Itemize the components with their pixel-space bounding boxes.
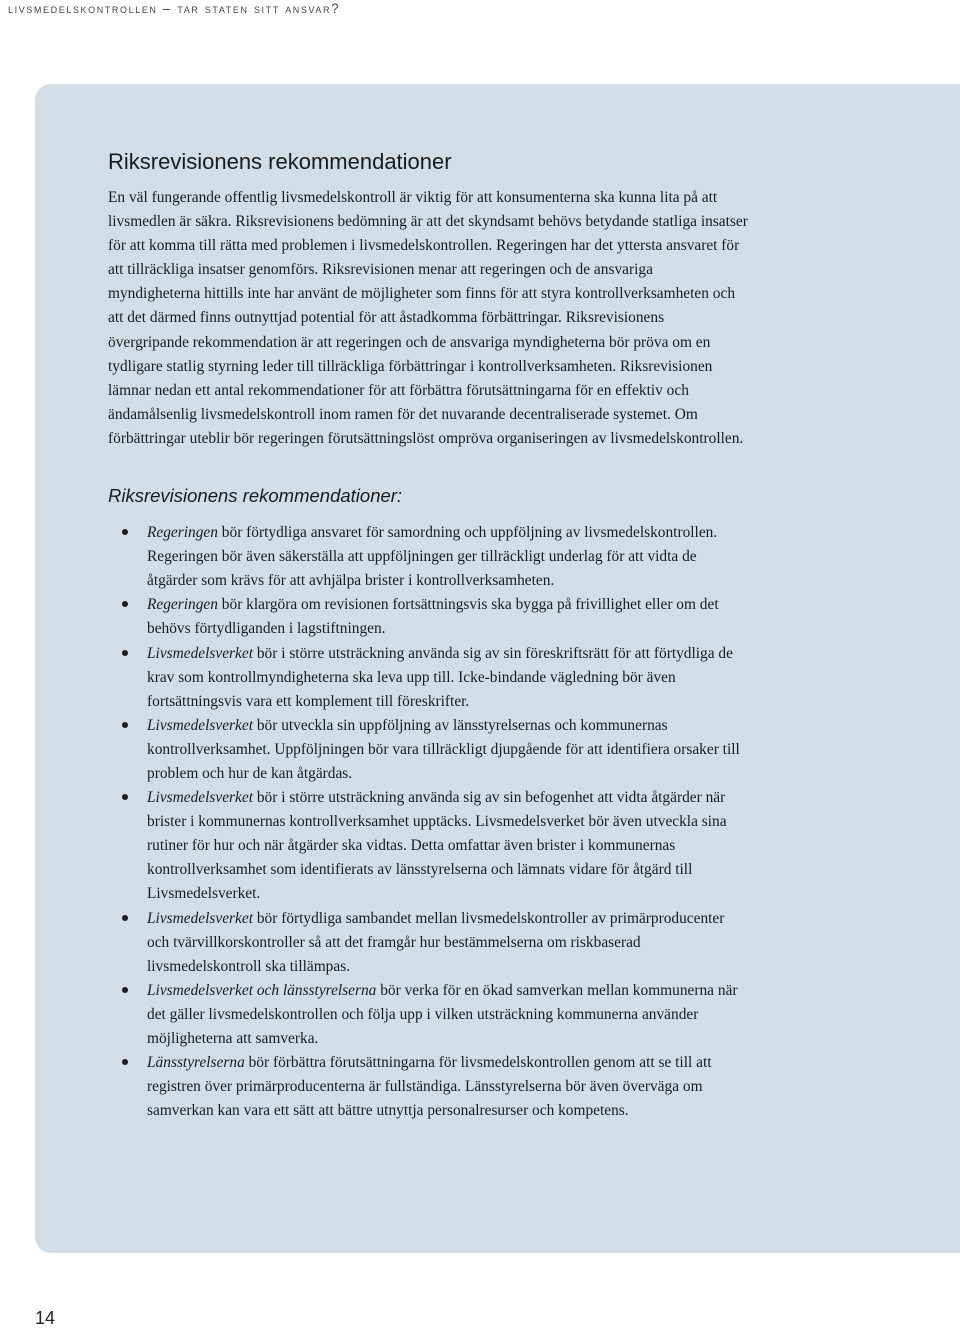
box-title: Riksrevisionens rekommendationer bbox=[108, 149, 452, 174]
recommendations-box-content bbox=[108, 147, 748, 1123]
recommendation-item bbox=[108, 786, 743, 906]
bullet-icon bbox=[122, 722, 128, 728]
bullet-icon bbox=[122, 529, 128, 535]
bullet-icon bbox=[122, 915, 128, 921]
recommendation-agent: Livsmedelsverket bbox=[147, 716, 253, 734]
recommendation-text: bör klargöra om revisionen fortsättningsvis ska bygga på frivillighet eller om det behövs förtydliganden i lagstiftningen. bbox=[147, 596, 719, 638]
bullet-icon bbox=[122, 987, 128, 993]
recommendation-item bbox=[108, 907, 743, 979]
recommendations-list bbox=[108, 521, 748, 1123]
recommendation-agent: Regeringen bbox=[147, 596, 218, 614]
recommendation-agent: Livsmedelsverket bbox=[147, 789, 253, 807]
recommendation-text: bör i större utsträckning använda sig av sin föreskriftsrätt för att förtydliga de krav som kontrollmyndigheterna ska leva upp till. Icke-bindande vägledning bör även fortsättningsvis vara ett komplement till föreskrifter. bbox=[147, 644, 733, 710]
recommendation-item bbox=[108, 1051, 743, 1123]
bullet-icon bbox=[122, 1059, 128, 1065]
recommendation-text: bör i större utsträckning använda sig av sin befogenhet att vidta åtgärder när brister i kommunernas kontrollverksamhet upptäcks. Livsmedelsverket bör även utveckla sina rutiner för hur och när åtgärder ska vidtas. Detta omfattar även brister i kommunernas kontrollverksamhet som identifierats av länsstyrelserna och lämnats vidare för åtgärd till Livsmedelsverket. bbox=[147, 789, 727, 903]
recommendation-agent: Livsmedelsverket bbox=[147, 909, 253, 927]
bullet-icon bbox=[122, 794, 128, 800]
recommendation-text: bör förtydliga ansvaret för samordning och uppföljning av livsmedelskontrollen. Regeringen bör även säkerställa att uppföljningen ger tillräckligt underlag för att vidta de åtgärder som krävs för att avhjälpa brister i kontrollverksamheten. bbox=[147, 524, 718, 590]
recommendation-item bbox=[108, 593, 743, 641]
recommendation-agent: Livsmedelsverket bbox=[147, 644, 253, 662]
running-header: livsmedelskontrollen – tar staten sitt ansvar? bbox=[8, 1, 341, 16]
recommendation-item bbox=[108, 979, 743, 1051]
recommendation-item bbox=[108, 642, 743, 714]
box-intro-paragraph: En väl fungerande offentlig livsmedelskontroll är viktig för att konsumenterna ska kunna lita på att livsmedlen är säkra. Riksrevisionens bedömning är att det skyndsamt behövs betydande statliga insatser för att komma till rätta med problemen i livsmedelskontrollen. Regeringen har det yttersta ansvaret för att tillräckliga insatser genomförs. Riksrevisionen menar att regeringen och de ansvariga myndigheterna hittills inte har använt de möjligheter som finns för att styra kontrollverksamheten och att det därmed finns outnyttjad potential för att åstadkomma förbättringar. Riksrevisionens övergripande rekommendation är att regeringen och de ansvariga myndigheterna bör pröva om en tydligare statlig styrning leder till tillräckliga förbättringar i kontrollverksamheten. Riksrevisionen lämnar nedan ett antal rekommendationer för att förbättra förutsättningarna för en effektiv och ändamålsenlig livsmedelskontroll inom ramen för det nuvarande decentraliserade systemet. Om förbättringar uteblir bör regeringen förutsättningslöst ompröva organiseringen av livsmedelskontrollen. bbox=[108, 189, 748, 447]
recommendation-text: bör förbättra förutsättningarna för livsmedelskontrollen genom att se till att registren över primärproducenterna är fullständiga. Länsstyrelserna bör även överväga om samverkan kan vara ett sätt att bättre utnyttja personalresurser och kompetens. bbox=[147, 1054, 712, 1120]
recommendation-item bbox=[108, 714, 743, 786]
recommendations-box bbox=[35, 84, 960, 1253]
recommendation-agent: Livsmedelsverket och länsstyrelserna bbox=[147, 981, 377, 999]
recommendation-text: bör utveckla sin uppföljning av länsstyrelsernas och kommunernas kontrollverksamhet. Uppföljningen bör vara tillräckligt djupgående för att identifiera orsaker till problem och hur de kan åtgärdas. bbox=[147, 716, 740, 782]
recommendation-item bbox=[108, 521, 743, 593]
page-number: 14 bbox=[35, 1308, 56, 1328]
recommendation-text: bör verka för en ökad samverkan mellan kommunerna när det gäller livsmedelskontrollen och följa upp i vilken utsträckning kommunerna använder möjligheterna att samverka. bbox=[147, 981, 738, 1047]
bullet-icon bbox=[122, 650, 128, 656]
recommendation-agent: Regeringen bbox=[147, 524, 218, 542]
bullet-icon bbox=[122, 601, 128, 607]
recommendations-heading: Riksrevisionens rekommendationer: bbox=[108, 485, 403, 507]
recommendation-text: bör förtydliga sambandet mellan livsmedelskontroller av primärproducenter och tvärvillkorskontroller så att det framgår hur bestämmelserna om riskbaserad livsmedelskontroll ska tillämpas. bbox=[147, 909, 725, 975]
recommendation-agent: Länsstyrelserna bbox=[147, 1054, 245, 1072]
